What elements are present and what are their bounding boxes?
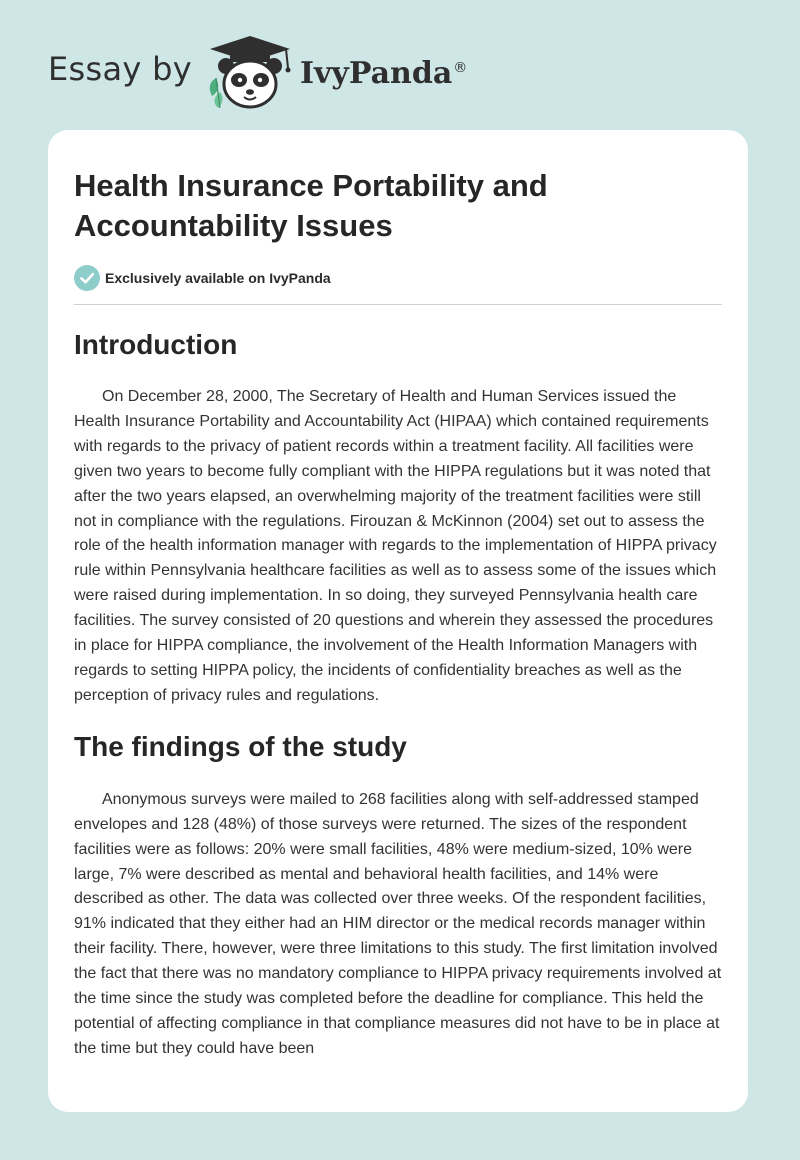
introduction-paragraph: On December 28, 2000, The Secretary of Health and Human Services issued the Health Insurance Portability and Accountability Act (HIPAA) which contained requirements with regards to the privacy of patient records within a treatment facility. All facilities were given two years to become fully compliant with the HIPPA regulations but it was noted that after the two years elapsed, an overwhelming majority of the treatment facilities were still not in compliance with the regulations. Firouzan & McKinnon (2004) set out to assess the role of the health information manager with regards to the implementation of HIPPA privacy rule within Pennsylvania healthcare facilities as well as to assess some of the issues which were raised during implementation. In so doing, they surveyed Pennsylvania health care facilities. The survey consisted of 20 questions and wherein they assessed the procedures in place for HIPPA compliance, the involvement of the Health Information Managers with regards to setting HIPPA policy, the incidents of confidentiality breaches as well as the perception of privacy rules and regulations. [74, 388, 717, 704]
ivypanda-wordmark[interactable]: IvyPanda [299, 55, 453, 91]
exclusive-label: Exclusively available on IvyPanda [105, 270, 331, 286]
essay-title-line-1: Health Insurance Portability and [74, 168, 548, 203]
ivypanda-panda-logo-icon[interactable] [204, 34, 296, 110]
essay-by-label: Essay by [48, 50, 192, 88]
essay-title-line-2: Accountability Issues [74, 208, 393, 243]
section-heading-introduction: Introduction [74, 329, 238, 360]
title-divider [74, 304, 722, 305]
site-header [48, 34, 467, 110]
essay-card [48, 130, 748, 1112]
essay-title [74, 166, 722, 246]
check-circle-icon [74, 265, 100, 291]
exclusive-badge [74, 265, 722, 291]
section-heading-findings: The findings of the study [74, 730, 407, 762]
findings-paragraph: Anonymous surveys were mailed to 268 facilities along with self-addressed stamped envelopes and 128 (48%) of those surveys were returned. The sizes of the respondent facilities were as follows: 20% were small facilities, 48% were medium-sized, 10% were large, 7% were described as mental and behavioral health facilities, and 14% were described as other. The data was collected over three weeks. Of the respondent facilities, 91% indicated that they either had an HIM director or the medical records manager within their facility. There, however, were three limitations to this study. The first limitation involved the fact that there was no mandatory compliance to HIPPA privacy requirements involved at the time since the study was completed before the deadline for compliance. This held the potential of affecting compliance in that compliance measures did not have to be in place at the time but they could have been [74, 790, 722, 1057]
registered-mark: ® [453, 60, 468, 76]
